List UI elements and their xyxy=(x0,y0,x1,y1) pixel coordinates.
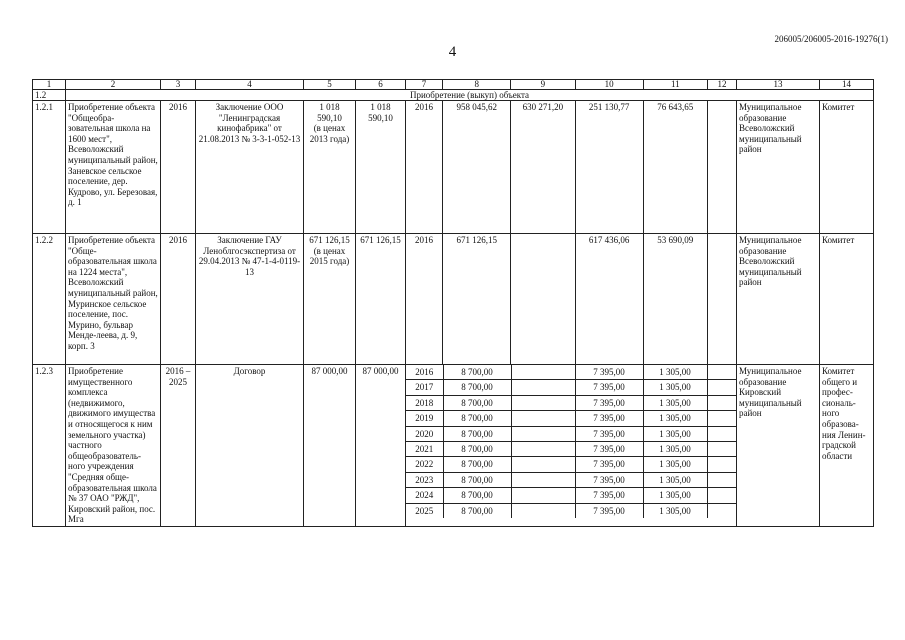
value-col9 xyxy=(511,411,575,426)
municipality: Муниципальное образование Всеволожский муниципальный район xyxy=(737,234,820,365)
year-row xyxy=(406,380,736,395)
table-row xyxy=(33,365,874,527)
value-col12 xyxy=(707,488,736,503)
value-col8: 8 700,00 xyxy=(443,457,511,472)
cost-total: 87 000,00 xyxy=(304,365,356,527)
cost-total: 1 018 590,10 (в ценах 2013 года) xyxy=(304,101,356,234)
section-number: 1.2 xyxy=(33,90,66,101)
document-number: 206005/206005-2016-19276(1) xyxy=(774,34,888,44)
row-number: 1.2.3 xyxy=(33,365,66,527)
value-col12 xyxy=(707,395,736,410)
year-row xyxy=(406,426,736,441)
municipality: Муниципальное образование Всеволожский муниципальный район xyxy=(737,101,820,234)
responsible: Комитет xyxy=(820,101,874,234)
page-number: 4 xyxy=(448,44,457,60)
section-title: Приобретение (выкуп) объекта xyxy=(66,90,874,101)
year-row xyxy=(406,488,736,503)
header-cell: 1 xyxy=(33,80,66,90)
value-col9 xyxy=(511,441,575,456)
header-cell: 9 xyxy=(511,80,575,90)
year: 2016 xyxy=(406,234,443,365)
value-col10: 7 395,00 xyxy=(575,503,643,518)
header-cell: 2 xyxy=(66,80,161,90)
value-col12 xyxy=(707,365,736,380)
value-col11: 1 305,00 xyxy=(643,411,707,426)
value-col11: 1 305,00 xyxy=(643,365,707,380)
value-col8: 671 126,15 xyxy=(443,234,511,365)
year: 2022 xyxy=(406,457,443,472)
year: 2025 xyxy=(406,503,443,518)
value-col8: 8 700,00 xyxy=(443,395,511,410)
value-col9 xyxy=(511,380,575,395)
value-col10: 7 395,00 xyxy=(575,411,643,426)
table-row xyxy=(33,234,874,365)
cost-col6: 87 000,00 xyxy=(356,365,406,527)
year: 2017 xyxy=(406,380,443,395)
year-row xyxy=(406,411,736,426)
value-col11: 1 305,00 xyxy=(643,395,707,410)
object-name: Приобретение имущественного комплекса (недвижимого, движимого имущества и относящегося к ним земельного участка) частного общеобразователь-ного учреждения "Средняя обще-образовательная школа № 37 ОАО "РЖД", Кировский район, пос. Мга xyxy=(66,365,161,527)
value-col10: 7 395,00 xyxy=(575,365,643,380)
period: 2016 xyxy=(161,101,196,234)
object-name: Приобретение объекта "Обще-образовательная школа на 1224 места", Всеволожский муниципальный район, Муринское сельское поселение, пос. Мурино, бульвар Менде-леева, д. 9, корп. 3 xyxy=(66,234,161,365)
basis: Заключение ГАУ Леноблгосэкспертиза от 29.04.2013 № 47-1-4-0119-13 xyxy=(196,234,304,365)
value-col12 xyxy=(707,234,736,365)
year-row xyxy=(406,395,736,410)
row-number: 1.2.1 xyxy=(33,101,66,234)
header-cell: 3 xyxy=(161,80,196,90)
header-cell: 11 xyxy=(643,80,707,90)
value-col12 xyxy=(707,503,736,518)
value-col12 xyxy=(707,441,736,456)
value-col9 xyxy=(511,365,575,380)
year: 2020 xyxy=(406,426,443,441)
header-row xyxy=(33,80,874,90)
yearly-table xyxy=(406,365,736,518)
header-cell: 7 xyxy=(406,80,443,90)
value-col9 xyxy=(511,426,575,441)
object-name: Приобретение объекта "Общеобра-зовательная школа на 1600 мест", Всеволожский муниципальный район, Заневское сельское поселение, дер. Кудрово, ул. Березовая, д. 1 xyxy=(66,101,161,234)
responsible: Комитет xyxy=(820,234,874,365)
year-row xyxy=(406,457,736,472)
table-row xyxy=(33,101,874,234)
cost-total: 671 126,15 (в ценах 2015 года) xyxy=(304,234,356,365)
value-col11: 1 305,00 xyxy=(643,426,707,441)
period: 2016 xyxy=(161,234,196,365)
value-col12 xyxy=(707,426,736,441)
value-col8: 8 700,00 xyxy=(443,441,511,456)
year: 2016 xyxy=(406,365,443,380)
year: 2021 xyxy=(406,441,443,456)
value-col9 xyxy=(511,457,575,472)
year: 2023 xyxy=(406,472,443,487)
value-col12 xyxy=(707,101,736,234)
header-cell: 8 xyxy=(443,80,511,90)
value-col11: 1 305,00 xyxy=(643,441,707,456)
year: 2018 xyxy=(406,395,443,410)
value-col9 xyxy=(511,472,575,487)
value-col11: 1 305,00 xyxy=(643,488,707,503)
row-number: 1.2.2 xyxy=(33,234,66,365)
value-col10: 7 395,00 xyxy=(575,457,643,472)
value-col11: 1 305,00 xyxy=(643,472,707,487)
value-col10: 7 395,00 xyxy=(575,472,643,487)
year: 2016 xyxy=(406,101,443,234)
value-col11: 1 305,00 xyxy=(643,503,707,518)
value-col11: 1 305,00 xyxy=(643,457,707,472)
value-col9 xyxy=(511,395,575,410)
value-col12 xyxy=(707,411,736,426)
section-row xyxy=(33,90,874,101)
header-cell: 12 xyxy=(707,80,736,90)
value-col12 xyxy=(707,380,736,395)
period: 2016 – 2025 xyxy=(161,365,196,527)
value-col10: 617 436,06 xyxy=(575,234,643,365)
value-col9: 630 271,20 xyxy=(511,101,575,234)
value-col8: 8 700,00 xyxy=(443,488,511,503)
value-col12 xyxy=(707,457,736,472)
header-cell: 6 xyxy=(356,80,406,90)
value-col11: 1 305,00 xyxy=(643,380,707,395)
value-col11: 76 643,65 xyxy=(643,101,707,234)
value-col8: 8 700,00 xyxy=(443,380,511,395)
yearly-breakdown xyxy=(406,365,737,527)
year-row xyxy=(406,503,736,518)
municipality: Муниципальное образование Кировский муниципальный район xyxy=(737,365,820,527)
cost-col6: 1 018 590,10 xyxy=(356,101,406,234)
value-col10: 7 395,00 xyxy=(575,380,643,395)
year-row xyxy=(406,441,736,456)
value-col10: 7 395,00 xyxy=(575,488,643,503)
value-col8: 8 700,00 xyxy=(443,426,511,441)
basis: Заключение ООО "Ленинградская кинофабрика" от 21.08.2013 № 3-3-1-052-13 xyxy=(196,101,304,234)
value-col10: 7 395,00 xyxy=(575,426,643,441)
header-cell: 14 xyxy=(820,80,874,90)
responsible: Комитет общего и профес-сиональ-ного образова-ния Ленин-градской области xyxy=(820,365,874,527)
header-cell: 5 xyxy=(304,80,356,90)
value-col12 xyxy=(707,472,736,487)
header-cell: 4 xyxy=(196,80,304,90)
value-col8: 8 700,00 xyxy=(443,472,511,487)
value-col11: 53 690,09 xyxy=(643,234,707,365)
year-row xyxy=(406,365,736,380)
year-row xyxy=(406,472,736,487)
year: 2024 xyxy=(406,488,443,503)
value-col9 xyxy=(511,488,575,503)
value-col9 xyxy=(511,234,575,365)
value-col10: 7 395,00 xyxy=(575,395,643,410)
header-cell: 10 xyxy=(575,80,643,90)
program-table xyxy=(32,79,874,527)
value-col8: 8 700,00 xyxy=(443,411,511,426)
year: 2019 xyxy=(406,411,443,426)
value-col10: 251 130,77 xyxy=(575,101,643,234)
value-col8: 8 700,00 xyxy=(443,503,511,518)
value-col8: 8 700,00 xyxy=(443,365,511,380)
header-cell: 13 xyxy=(737,80,820,90)
value-col9 xyxy=(511,503,575,518)
cost-col6: 671 126,15 xyxy=(356,234,406,365)
basis: Договор xyxy=(196,365,304,527)
value-col10: 7 395,00 xyxy=(575,441,643,456)
value-col8: 958 045,62 xyxy=(443,101,511,234)
